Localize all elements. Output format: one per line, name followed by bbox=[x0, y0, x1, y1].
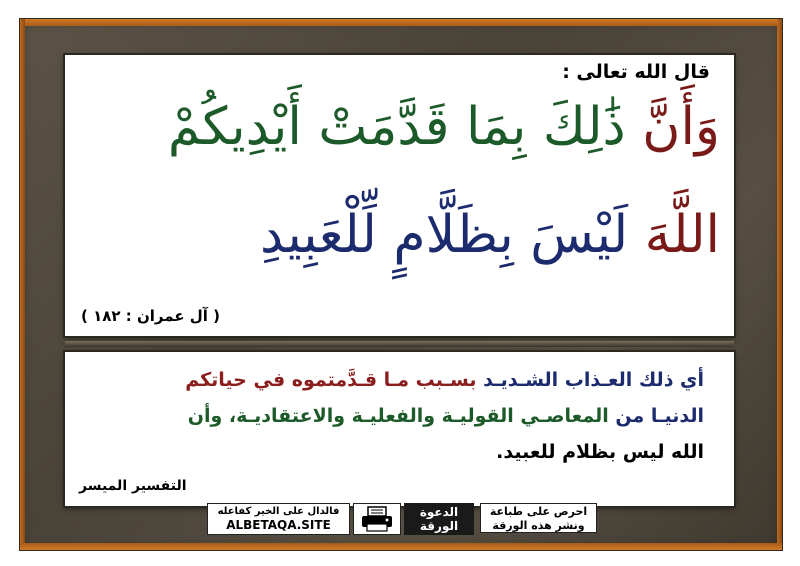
frame-edge-left bbox=[20, 19, 25, 550]
verse-reference: ( آل عمران : ١٨٢ ) bbox=[81, 307, 221, 325]
verse-word: وَأَنَّ bbox=[642, 97, 720, 157]
tafsir-segment: أي ذلك العـذاب الشـديـد bbox=[483, 369, 704, 391]
verse-line-2 bbox=[73, 207, 720, 264]
tafsir-line-3 bbox=[84, 434, 704, 470]
verse-intro: قال الله تعالى : bbox=[562, 61, 710, 83]
tafsir-source: التفسير الميسر bbox=[79, 478, 187, 494]
tafsir-line-2 bbox=[84, 398, 704, 434]
print-note bbox=[480, 503, 597, 533]
tafsir-text bbox=[84, 362, 704, 470]
print-note-text: احرص على طباعة ونشر هذه الورقة bbox=[489, 505, 588, 532]
tafsir-panel bbox=[65, 352, 734, 506]
logo bbox=[404, 503, 474, 535]
tafsir-segment: المعاصـي القوليـة والفعليـة والاعتقاديـة، وأن bbox=[187, 405, 609, 427]
site-link[interactable]: ALBETAQA.SITE bbox=[226, 518, 331, 532]
tafsir-line-1 bbox=[84, 362, 704, 398]
verse-phrase: لَيْسَ بِظَلَّامٍ لِّلْعَبِيدِ bbox=[260, 205, 629, 265]
logo-text: الدعوة الورقة bbox=[419, 505, 459, 533]
tafsir-segment: بسـبب مـا قـدَّمتموه في حياتكم bbox=[185, 369, 477, 391]
verse-word: اللَّهَ bbox=[644, 205, 720, 265]
verse-phrase: ذَٰلِكَ بِمَا قَدَّمَتْ أَيْدِيكُمْ bbox=[167, 97, 626, 157]
footer-bar bbox=[207, 503, 597, 537]
tafsir-segment: الدنيـا من bbox=[615, 405, 704, 427]
tafsir-segment: الله ليس بظلام للعبيد. bbox=[496, 441, 704, 463]
frame-edge-right bbox=[777, 19, 782, 550]
slogan: فالدال على الخير كفاعله bbox=[217, 506, 340, 517]
site-box bbox=[207, 503, 350, 535]
printer-icon bbox=[353, 503, 401, 535]
panel-divider bbox=[65, 341, 734, 347]
verse-panel bbox=[65, 55, 734, 336]
verse-line-1 bbox=[73, 99, 720, 156]
